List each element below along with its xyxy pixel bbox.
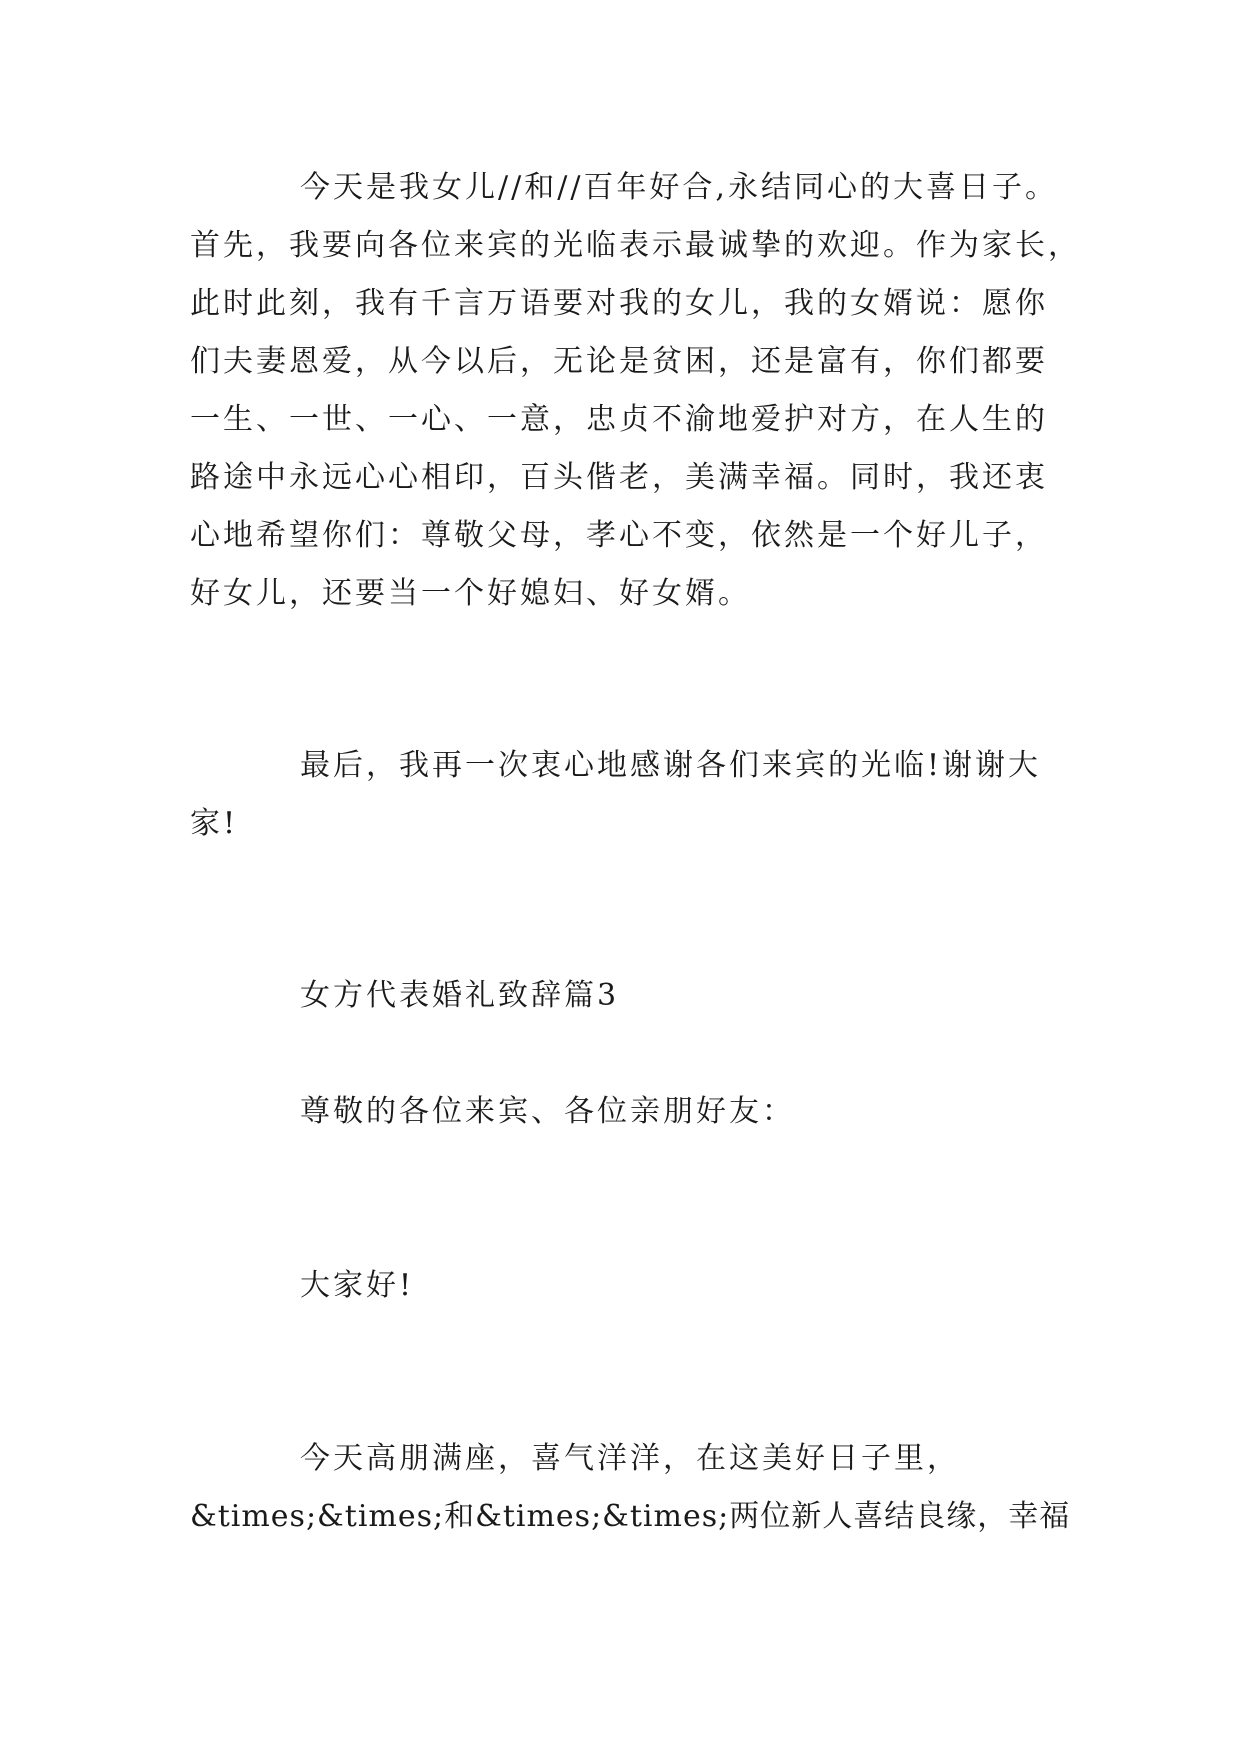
paragraph-2-line-1: 最后，我再一次衷心地感谢各们来宾的光临!谢谢大 [300, 748, 1042, 783]
paragraph-1-line-3: 此时此刻，我有千言万语要对我的女儿，我的女婿说：愿你 [190, 286, 1048, 321]
paragraph-1-line-5: 一生、一世、一心、一意，忠贞不渝地爱护对方，在人生的 [190, 402, 1048, 437]
paragraph-1-line-2: 首先，我要向各位来宾的光临表示最诚挚的欢迎。作为家长， [190, 228, 1081, 263]
paragraph-1-line-1: 今天是我女儿//和//百年好合,永结同心的大喜日子。 [300, 170, 1058, 205]
paragraph-3-line-1: 今天高朋满座，喜气洋洋，在这美好日子里， [300, 1441, 960, 1476]
greeting: 大家好! [300, 1268, 415, 1303]
paragraph-3-line-2: &times;&times;和&times;&times;两位新人喜结良缘，幸福 [190, 1499, 1071, 1534]
paragraph-2-line-2: 家! [190, 806, 239, 841]
salutation: 尊敬的各位来宾、各位亲朋好友： [300, 1094, 795, 1129]
paragraph-1-line-4: 们夫妻恩爱，从今以后，无论是贫困，还是富有，你们都要 [190, 344, 1048, 379]
paragraph-1-line-6: 路途中永远心心相印，百头偕老，美满幸福。同时，我还衷 [190, 460, 1048, 495]
paragraph-1-line-7: 心地希望你们：尊敬父母，孝心不变，依然是一个好儿子， [190, 518, 1048, 553]
section-heading: 女方代表婚礼致辞篇3 [300, 978, 620, 1013]
paragraph-1-line-8: 好女儿，还要当一个好媳妇、好女婿。 [190, 576, 751, 611]
